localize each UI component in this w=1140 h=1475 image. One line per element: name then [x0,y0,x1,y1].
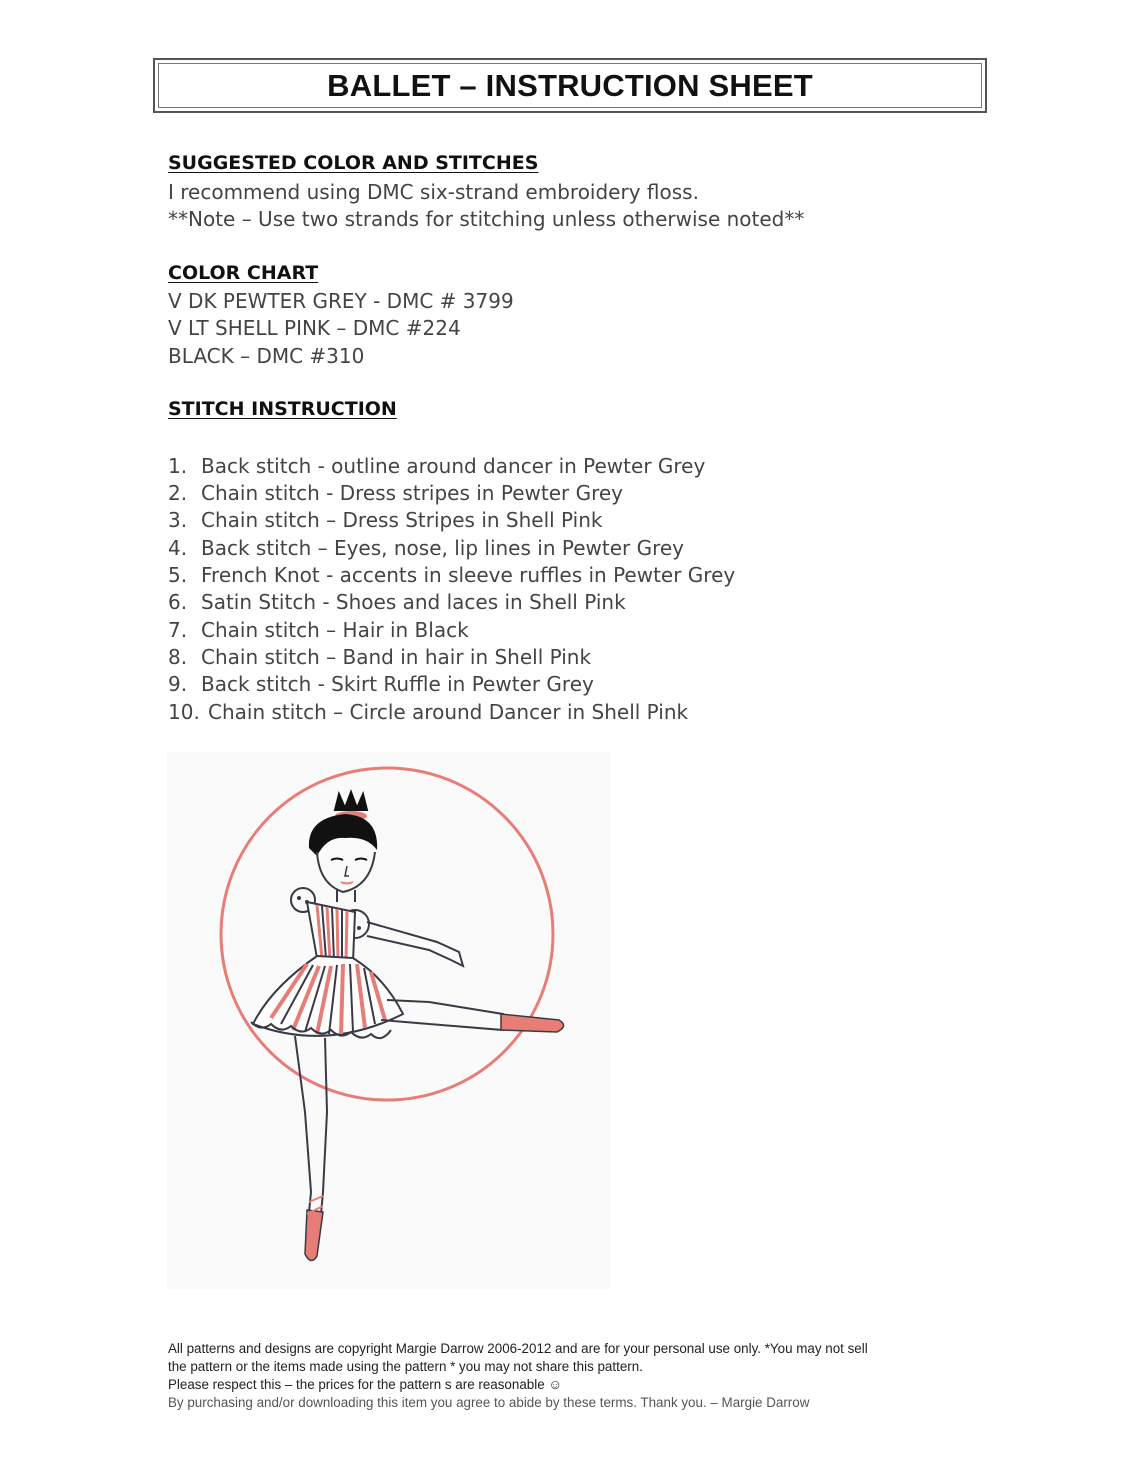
step-text: Back stitch - outline around dancer in Pewter Grey [201,454,706,478]
extended-shoe [501,1014,564,1032]
color-chart-item: V DK PEWTER GREY - DMC # 3799 [168,289,514,313]
step-number: 3. [168,508,188,532]
list-item [168,454,705,478]
step-text: Chain stitch – Dress Stripes in Shell Pink [201,508,603,532]
step-number: 9. [168,672,188,696]
step-text: French Knot - accents in sleeve ruffles in Pewter Grey [201,563,736,587]
list-item [168,481,623,505]
step-number: 2. [168,481,188,505]
list-item [168,672,594,696]
footer-line: Please respect this – the prices for the pattern s are reasonable ☺ [168,1377,563,1392]
step-number: 5. [168,563,188,587]
step-number: 4. [168,536,188,560]
color-chart-item: BLACK – DMC #310 [168,344,365,368]
suggested-line-1: I recommend using DMC six-strand embroidery floss. [168,180,699,204]
standing-leg [295,1036,327,1214]
step-text: Chain stitch – Band in hair in Shell Pink [201,645,592,669]
step-number: 10. [168,700,200,724]
step-text: Chain stitch - Dress stripes in Pewter Grey [201,481,624,505]
step-number: 1. [168,454,188,478]
footer-line: All patterns and designs are copyright Margie Darrow 2006-2012 and are for your personal use only. *You may not sell [168,1341,868,1356]
step-text: Chain stitch – Circle around Dancer in Shell Pink [208,700,689,724]
color-chart-heading: COLOR CHART [168,262,319,284]
title-box [153,58,987,113]
page-title: BALLET – INSTRUCTION SHEET [327,67,813,103]
list-item [168,645,591,669]
list-item [168,590,626,614]
list-item [168,536,684,560]
footer-line: the pattern or the items made using the pattern * you may not share this pattern. [168,1359,643,1374]
step-text: Back stitch – Eyes, nose, lip lines in Pewter Grey [201,536,685,560]
standing-shoe [305,1210,323,1261]
color-chart-item: V LT SHELL PINK – DMC #224 [168,316,461,340]
step-text: Satin Stitch - Shoes and laces in Shell Pink [201,590,626,614]
bodice [307,902,355,962]
arm [367,922,463,966]
list-item [168,508,602,532]
step-text: Chain stitch – Hair in Black [201,618,469,642]
step-number: 6. [168,590,188,614]
stitch-instruction-heading: STITCH INSTRUCTION [168,398,397,420]
list-item [168,618,469,642]
footer-line-cut: By purchasing and/or downloading this item you agree to abide by these terms. Thank you. – Margie Darrow [168,1395,810,1410]
hair [309,814,377,856]
copyright-footer [168,1340,958,1410]
hair-bun [335,792,367,810]
suggested-line-2: **Note – Use two strands for stitching unless otherwise noted** [168,207,805,231]
suggested-heading: SUGGESTED COLOR AND STITCHES [168,152,539,174]
step-text: Back stitch - Skirt Ruffle in Pewter Grey [201,672,594,696]
step-number: 7. [168,618,188,642]
list-item [168,563,735,587]
pink-circle [221,768,553,1100]
ballerina-illustration [167,752,611,1289]
skirt [251,956,403,1038]
list-item [168,700,688,724]
step-number: 8. [168,645,188,669]
